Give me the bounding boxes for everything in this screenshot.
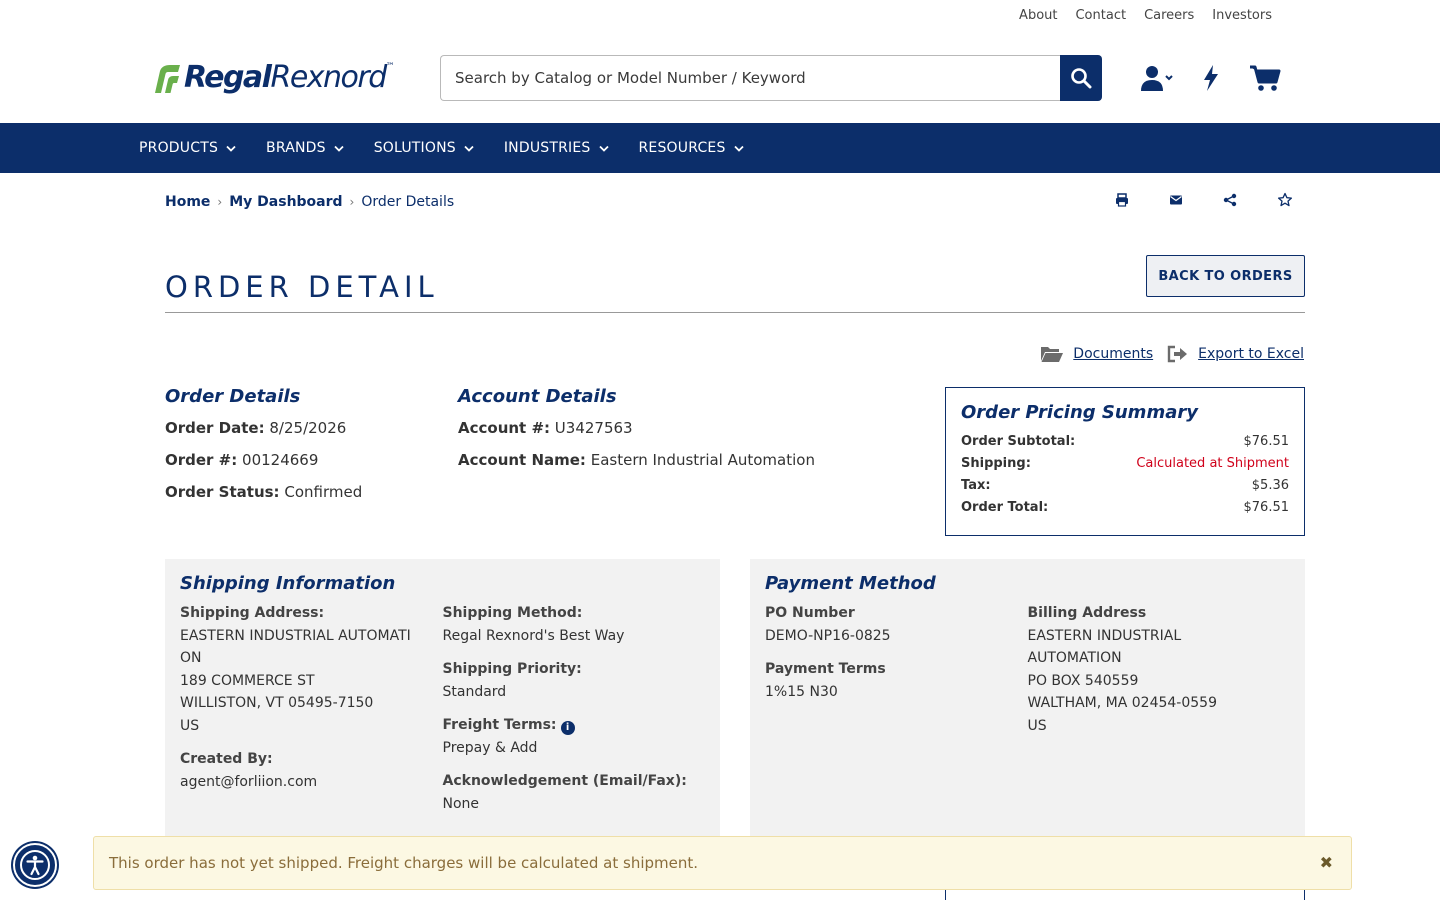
breadcrumb-separator-icon: › xyxy=(349,195,355,209)
page-title: ORDER DETAIL xyxy=(165,270,439,304)
header-actions xyxy=(1138,62,1282,94)
created-by: Created By: agent@forliion.com xyxy=(180,751,318,790)
user-icon xyxy=(1140,64,1174,92)
bolt-icon xyxy=(1202,64,1220,92)
total-row: Order Total: $76.51 xyxy=(961,500,1289,515)
shipment-alert xyxy=(93,836,1352,890)
chevron-down-icon xyxy=(464,145,474,152)
breadcrumb-separator-icon: › xyxy=(217,195,223,209)
share-icon xyxy=(1223,193,1237,207)
export-icon xyxy=(1167,345,1189,363)
cart-icon xyxy=(1249,64,1281,92)
alert-message: This order has not yet shipped. Freight charges will be calculated at shipment. xyxy=(109,854,699,872)
logo-wordmark: RegalRexnord™ xyxy=(184,60,394,95)
order-number: Order #: 00124669 xyxy=(165,451,319,469)
shipping-information-heading: Shipping Information xyxy=(180,573,396,594)
accessibility-icon xyxy=(18,848,52,882)
utility-link-about[interactable]: About xyxy=(1019,8,1058,23)
info-icon[interactable]: i xyxy=(561,721,575,735)
title-divider xyxy=(165,312,1305,313)
utility-link-careers[interactable]: Careers xyxy=(1144,8,1195,23)
logo-leaf-icon xyxy=(152,61,182,95)
payment-method-panel xyxy=(750,559,1305,859)
order-pricing-summary xyxy=(945,387,1305,536)
search-icon xyxy=(1070,67,1092,89)
nav-industries[interactable]: INDUSTRIES xyxy=(504,140,609,156)
folder-open-icon xyxy=(1040,345,1064,363)
payment-terms: Payment Terms 1%15 N30 xyxy=(765,661,886,700)
acknowledgement: Acknowledgement (Email/Fax): None xyxy=(442,773,687,812)
order-date: Order Date: 8/25/2026 xyxy=(165,419,347,437)
search-input[interactable] xyxy=(440,55,1060,101)
star-icon xyxy=(1277,192,1293,208)
breadcrumb-dashboard[interactable]: My Dashboard xyxy=(229,194,343,210)
documents-link[interactable]: Documents xyxy=(1040,345,1153,363)
accessibility-button[interactable] xyxy=(13,843,57,887)
tax-row: Tax: $5.36 xyxy=(961,478,1289,493)
breadcrumb-home[interactable]: Home xyxy=(165,194,211,210)
order-status: Order Status: Confirmed xyxy=(165,483,363,501)
shipping-priority: Shipping Priority: Standard xyxy=(442,661,582,700)
utility-nav xyxy=(1019,8,1272,23)
chevron-down-icon xyxy=(599,145,609,152)
search-bar xyxy=(440,55,1102,101)
quick-order-button[interactable] xyxy=(1198,62,1224,94)
favorite-button[interactable] xyxy=(1277,191,1331,209)
shipping-method: Shipping Method: Regal Rexnord's Best Way xyxy=(442,605,625,644)
nav-products[interactable]: PRODUCTS xyxy=(139,140,236,156)
envelope-icon xyxy=(1169,194,1183,206)
chevron-down-icon xyxy=(734,145,744,152)
billing-address: Billing Address EASTERN INDUSTRIAL AUTOMATION PO BOX 540559 WALTHAM, MA 02454-0559 US xyxy=(1027,605,1217,734)
account-menu-button[interactable] xyxy=(1138,62,1176,94)
breadcrumb xyxy=(165,194,454,210)
freight-terms: Freight Terms: i Prepay & Add xyxy=(443,714,706,759)
print-icon xyxy=(1115,193,1129,207)
utility-link-investors[interactable]: Investors xyxy=(1212,8,1272,23)
subtotal-row: Order Subtotal: $76.51 xyxy=(961,434,1289,449)
payment-method-heading: Payment Method xyxy=(765,573,936,594)
order-details-heading: Order Details xyxy=(165,386,301,407)
search-button[interactable] xyxy=(1060,55,1102,101)
pricing-summary-heading: Order Pricing Summary xyxy=(961,402,1198,423)
close-icon[interactable]: ✖ xyxy=(1319,853,1333,872)
account-name: Account Name: Eastern Industrial Automation xyxy=(458,451,815,469)
page-tools xyxy=(1115,191,1331,209)
logo[interactable] xyxy=(152,58,393,98)
account-details-section xyxy=(458,386,815,469)
cart-button[interactable] xyxy=(1248,62,1282,94)
chevron-down-icon xyxy=(226,145,236,152)
shipping-address: Shipping Address: EASTERN INDUSTRIAL AUTOMATI ON 189 COMMERCE ST WILLISTON, VT 05495-7150 US xyxy=(180,605,411,734)
nav-brands[interactable]: BRANDS xyxy=(266,140,344,156)
chevron-down-icon xyxy=(334,145,344,152)
shipping-row: Shipping: Calculated at Shipment xyxy=(961,456,1289,471)
back-to-orders-button[interactable]: BACK TO ORDERS xyxy=(1146,255,1305,297)
breadcrumb-current: Order Details xyxy=(361,194,455,210)
account-details-heading: Account Details xyxy=(458,386,617,407)
po-number: PO Number DEMO-NP16-0825 xyxy=(765,605,891,644)
main-nav xyxy=(0,123,1440,173)
share-button[interactable] xyxy=(1223,191,1277,209)
export-to-excel-link[interactable]: Export to Excel xyxy=(1167,345,1304,363)
document-links xyxy=(1040,345,1304,363)
shipping-information-panel xyxy=(165,559,720,859)
nav-resources[interactable]: RESOURCES xyxy=(639,140,744,156)
utility-link-contact[interactable]: Contact xyxy=(1075,8,1127,23)
email-button[interactable] xyxy=(1169,191,1223,209)
print-button[interactable] xyxy=(1115,191,1169,209)
account-number: Account #: U3427563 xyxy=(458,419,633,437)
nav-solutions[interactable]: SOLUTIONS xyxy=(374,140,474,156)
order-details-section xyxy=(165,386,362,501)
